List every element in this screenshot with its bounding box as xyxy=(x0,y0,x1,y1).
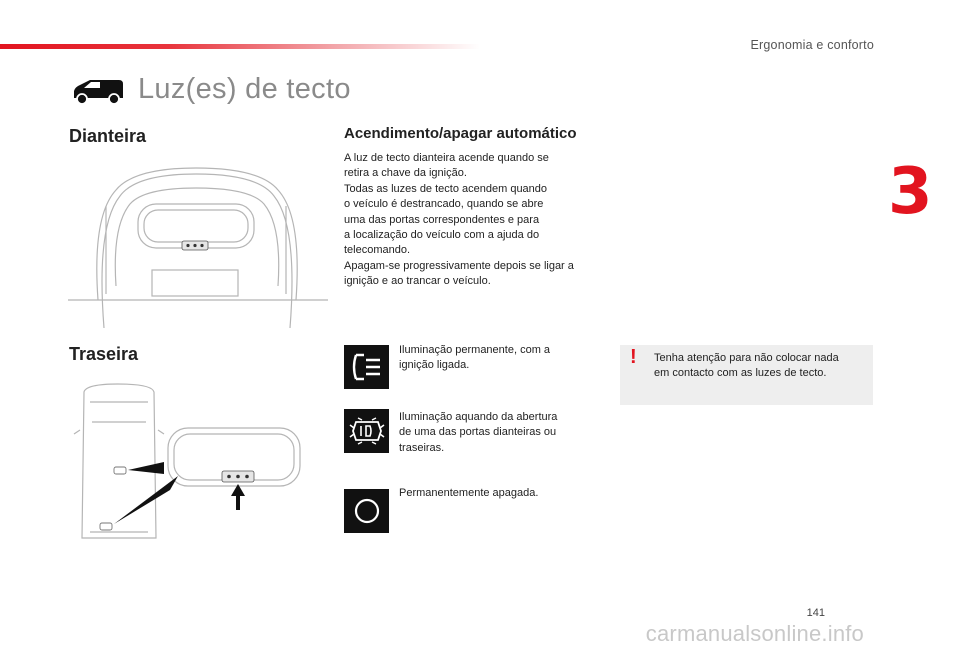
front-heading: Dianteira xyxy=(69,126,147,146)
chapter-label: Ergonomia e conforto xyxy=(750,38,874,52)
van-icon xyxy=(70,78,126,106)
auto-heading: Acendimento/apagar automático xyxy=(344,125,577,142)
auto-description: A luz de tecto dianteira acende quando se retira a chave da ignição. Todas as luzes de tecto acendem quando o veículo é destrancado, quando se abre uma das portas correspondentes e para a localização do veículo com a ajuda do telecomando. Apagam-se progressivamente depois se ligar a ignição e ao trancar o veículo. xyxy=(344,152,574,288)
mode-text-doors: Iluminação aquando da abertura de uma das portas dianteiras ou traseiras. xyxy=(399,411,558,454)
front-ceiling-light-illustration xyxy=(66,166,330,328)
page-number: 141 xyxy=(806,607,825,619)
warning-icon: ! xyxy=(630,346,637,368)
light-off-icon xyxy=(344,489,389,533)
rear-heading: Traseira xyxy=(69,344,139,364)
page-title: Luz(es) de tecto xyxy=(138,73,351,105)
warning-text: Tenha atenção para não colocar nada em contacto com as luzes de tecto. xyxy=(654,352,839,380)
light-on-icon xyxy=(344,345,389,389)
mode-text-permanent: Iluminação permanente, com a ignição ligada. xyxy=(399,344,551,372)
watermark: carmanualsonline.info xyxy=(645,621,864,646)
door-light-icon xyxy=(344,409,389,453)
mode-text-off: Permanentemente apagada. xyxy=(399,487,539,499)
rear-ceiling-light-illustration xyxy=(72,382,330,542)
header-accent-bar xyxy=(0,44,480,49)
chapter-number: 3 xyxy=(888,155,933,229)
